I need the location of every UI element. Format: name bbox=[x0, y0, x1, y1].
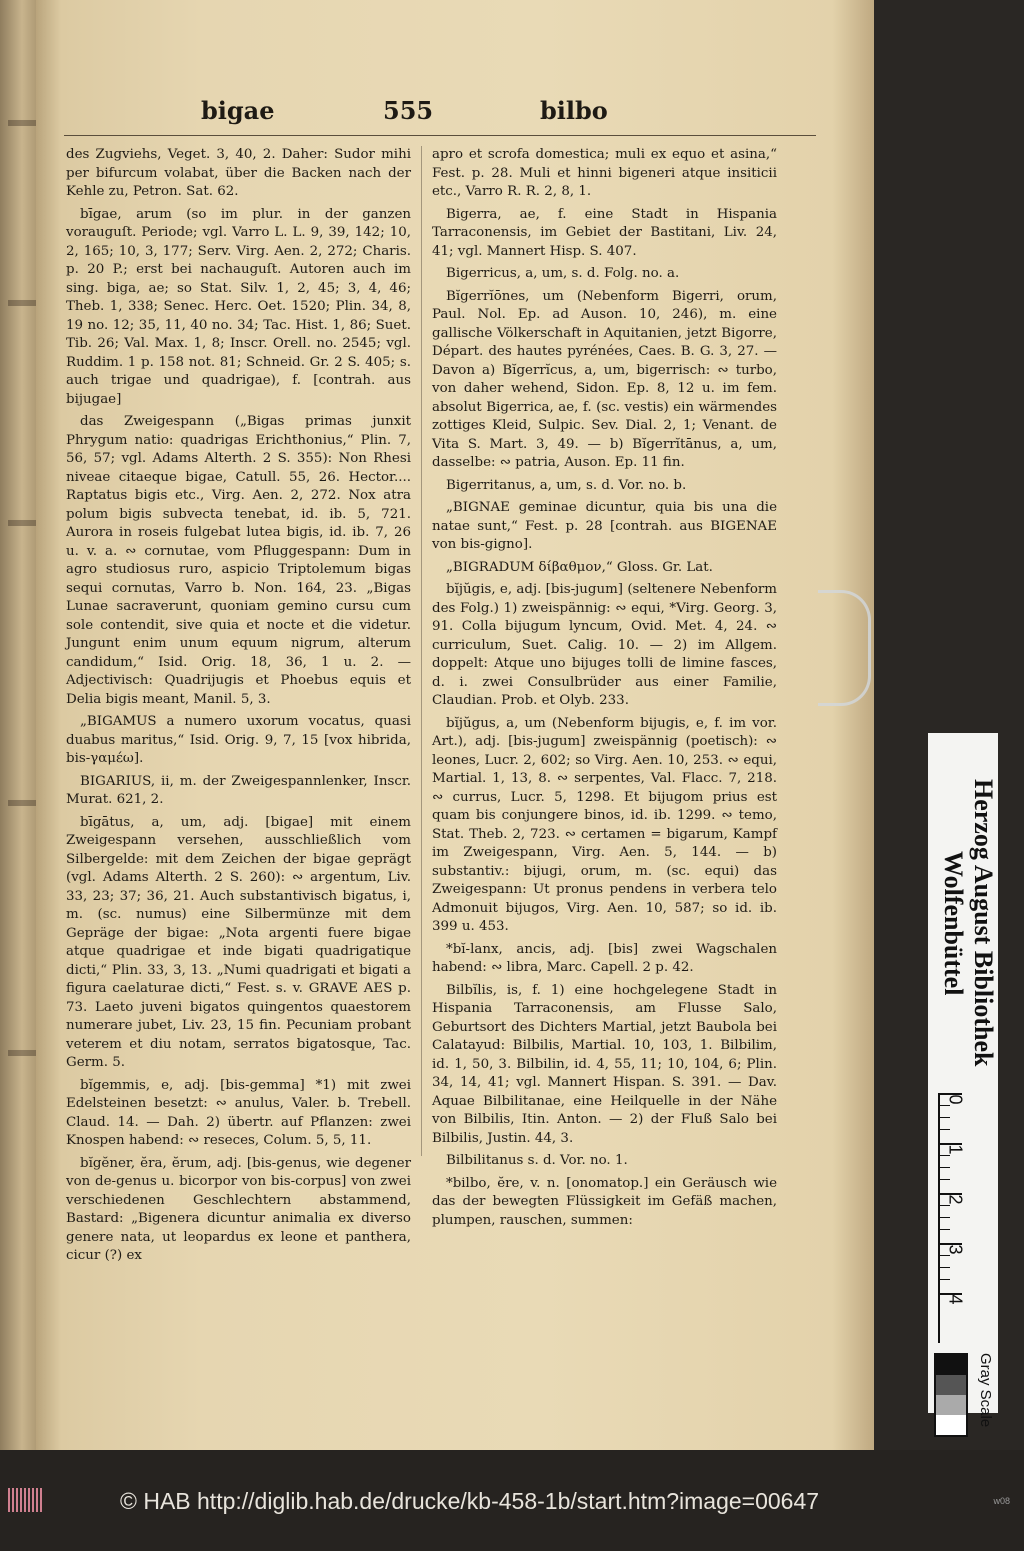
entry-paragraph: bīgae, arum (so im plur. in der ganzen vorauguſt. Periode; vgl. Varro L. L. 9, 39, 142; 10, 2, 165; 10, 3, 177; Serv. Virg. Aen. 2, 272; Charis. p. 20 P.; erst bei nachauguſt. Autoren auch im sing. biga, ae; so Stat. Silv. 1, 2, 45; 3, 4, 46; Theb. 1, 338; Senec. Herc. Oet. 1520; Plin. 34, 8, 19 no. 12; 35, 11, 40 no. 34; Tac. Hist. 1, 86; Suet. Tib. 26; Val. Max. 1, 8; Inscr. Orell. no. 2545; vgl. Ruddim. 1 p. 158 not. 81; Schneid. Gr. 2 S. 405; s. auch trigae und quadrigae), f. [contrah. aus bijugae] bbox=[66, 206, 411, 407]
entry-paragraph: „BIGAMUS a numero uxorum vocatus, quasi duabus maritus,“ Isid. Orig. 9, 7, 15 [vox hibrida, bis-γαμέω]. bbox=[66, 714, 411, 766]
header-rule bbox=[64, 135, 816, 136]
gray-swatch bbox=[936, 1415, 966, 1435]
entry-paragraph: bĭjŭgis, e, adj. [bis-jugum] (seltenere Nebenform des Folg.) 1) zweispännig: ∾ equi, *Virg. Georg. 3, 91. Colla bijugum lyncum, Ovid. Met. 4, 24. ∾ curriculum, Suet. Calig. 10. — 2) im Allgem. doppelt: Atque uno bijuges tolli de limine fasces, d. i. zwei Consulbrüder aus einer Familie, Claudian. Prob. et Olyb. 233. bbox=[432, 582, 777, 708]
entry-paragraph: Bĭgerrĭōnes, um (Nebenform Bigerri, orum, Paul. Nol. Ep. ad Auson. 10, 246), m. eine gallische Völkerschaft in Aquitanien, jetzt Bigorre, Départ. des hautes pyrénées, Caes. B. G. 3, 27. — Davon a) Bĭgerrĭcus, a, um, bigerrisch: ∾ turbo, von daher wehend, Sidon. Ep. 8, 12 u. im fem. absolut Bigerrica, ae, f. (sc. vestis) ein wärmendes zottiges Kleid, Sulpic. Sev. Dial. 2, 1; Venant. de Vita S. Mart. 3, 49. — b) Bĭgerrĭtānus, a, um, dasselbe: ∾ patria, Auson. Ep. 11 fin. bbox=[432, 288, 777, 470]
entry-paragraph: *bĭ-lanx, ancis, adj. [bis] zwei Wagschalen habend: ∾ libra, Marc. Capell. 2 p. 42. bbox=[432, 941, 777, 975]
entry-paragraph: Bigerra, ae, f. eine Stadt in Hispania Tarraconensis, im Gebiet der Bastitani, Liv. 24, 41; vgl. Mannert Hisp. S. 407. bbox=[432, 206, 777, 259]
ruler-number: 2 bbox=[945, 1194, 966, 1205]
entry-paragraph: Bilbĭlis, is, f. 1) eine hochgelegene Stadt in Hispania Tarraconensis, am Flusse Salo, Geburtsort des Dichters Martial, jetzt Baubola bei Calatayud: Bilbilis, Martial. 10, 103, 1. Bilbilim, id. 1, 50, 3. Bilbilin, id. 4, 55, 11; 10, 104, 6; Plin. 34, 14, 41; vgl. Mannert Hispan. S. 391. — Dav. Aquae Bilbilitanae, eine Heilquelle in der Nähe von Bilbilis, Itin. Anton. — 2) der Fluß Salo bei Bilbilis, Justin. 44, 3. bbox=[432, 982, 777, 1146]
ruler-number: 4 bbox=[945, 1294, 966, 1305]
entry-paragraph: Bigerricus, a, um, s. d. Folg. no. a. bbox=[446, 266, 680, 281]
entry-paragraph: bĭgemmis, e, adj. [bis-gemma] *1) mit zwei Edelsteinen besetzt: ∾ anulus, Valer. b. Trebell. Claud. 14. — Dah. 2) übertr. auf Pflanzen: zwei Knospen habend: ∾ reseces, Colum. 5, 5, 11. bbox=[66, 1077, 411, 1148]
entry-paragraph: apro et scrofa domestica; muli ex equo et asina,“ Fest. p. 28. Muli et hinni bigeneri atque insiticii etc., Varro R. R. 2, 8, 1. bbox=[432, 147, 777, 199]
gray-swatch bbox=[936, 1395, 966, 1415]
ruler-number: 1 bbox=[945, 1144, 966, 1155]
entry-paragraph: „BIGNAE geminae dicuntur, quia bis una die natae sunt,“ Fest. p. 28 [contrah. aus BIGENAE von bis-gigno]. bbox=[432, 500, 777, 552]
color-reference-card bbox=[928, 733, 998, 1428]
previous-page-edge bbox=[0, 0, 40, 1450]
right-column bbox=[432, 146, 777, 1234]
barcode-icon bbox=[8, 1488, 44, 1512]
entry-paragraph: bĭjŭgus, a, um (Nebenform bijugis, e, f. im vor. Art.), adj. [bis-jugum] zweispännig (poetisch): ∾ leones, Lucr. 2, 602; so Virg. Aen. 10, 253. ∾ equi, Martial. 1, 13, 8. ∾ serpentes, Val. Flacc. 7, 218. ∾ currus, Lucr. 5, 1298. Et bijugom prius est quam bis conjungere binos, id. ib. 1299. ∾ temo, Stat. Theb. 2, 723. ∾ certamen = bigarum, Kampf im Zweigespann, Virg. Aen. 5, 144. — b) substantiv.: bijugi, orum, m. (sc. equi) das Zweigespann: Ut pronus pendens in verbera telo Admonuit bijugos, Virg. Aen. 10, 587; so id. ib. 399 u. 453. bbox=[432, 715, 777, 934]
ruler-number: 3 bbox=[945, 1244, 966, 1255]
library-name-line1: Herzog August Bibliothek bbox=[969, 779, 998, 1067]
dictionary-page bbox=[36, 0, 874, 1450]
gray-scale-swatches bbox=[934, 1353, 968, 1437]
left-column bbox=[66, 146, 411, 1270]
entry-paragraph: *bilbo, ĕre, v. n. [onomatop.] ein Geräusch wie das der bewegten Flüssigkeit im Gefäß machen, plumpen, rauschen, summen: bbox=[432, 1175, 777, 1228]
footer-small-mark: w08 bbox=[993, 1496, 1010, 1506]
library-name-line2: Wolfenbüttel bbox=[939, 850, 968, 996]
entry-paragraph: Bigerritanus, a, um, s. d. Vor. no. b. bbox=[446, 477, 687, 493]
entry-paragraph: das Zweigespann („Bigas primas junxit Phrygum natio: quadrigas Erichthonius,“ Plin. 7, 56, 57; vgl. Adams Alterth. 2 S. 355): Non Rhesi niveae citaeque bigae, Catull. 55, 26. Hector.... Raptatus bigis etc., Virg. Aen. 2, 272. Nox atra polum bigis subvecta tenebat, id. ib. 5, 721. Aurora in roseis fulgebat lutea bigis, id. ib. 7, 26 u. v. a. ∾ cornutae, vom Pfluggespann: Dum in agro studiosus ruro, aspicio Triptolemum bigas sequi cornutas, Varro b. Non. 164, 23. „Bigas Lunae sacraverunt, quoniam gemino cursu cum sole contendit, sive quia et nocte et die videtur. Jungunt enim unum equum nigrum, alterum candidum,“ Isid. Orig. 18, 36, 1 u. 2. — Adjectivisch: Quadrijugis et Phoebus equis et Delia bigis meant, Manil. 5, 3. bbox=[66, 414, 411, 707]
scale-ruler bbox=[938, 1093, 968, 1343]
entry-paragraph: „BIGRADUM δίβαθμον,“ Gloss. Gr. Lat. bbox=[446, 559, 713, 575]
ruler-number: 0 bbox=[945, 1094, 966, 1105]
entry-paragraph: bīgātus, a, um, adj. [bigae] mit einem Zweigespann versehen, ausschließlich vom Silbergelde: mit dem Zeichen der bigae geprägt (vgl. Adams Alterth. 2 S. 260): ∾ argentum, Liv. 33, 23; 37; 36, 21. Auch substantivisch bigatus, i, m. (sc. numus) eine Silbermünze mit dem Gepräge der bigae: „Nota argenti fuere bigae atque quadrigae et inde bigati quadrigatique dicti,“ Plin. 33, 3, 13. „Numi quadrigati et bigati a figura caelaturae dicti,“ Fest. s. v. GRAVE AES p. 73. Laeto juveni bigatos quingentos quaestorem numerare jubet, Liv. 23, 15 fin. Pecuniam probant veterem et diu notam, serratos bigatosque, Tac. Germ. 5. bbox=[66, 814, 411, 1070]
gray-swatch bbox=[936, 1355, 966, 1375]
entry-paragraph: Bilbilitanus s. d. Vor. no. 1. bbox=[446, 1153, 628, 1168]
column-divider bbox=[421, 146, 422, 1156]
page-header bbox=[36, 96, 874, 130]
footer-bar bbox=[0, 1450, 1024, 1551]
page-number: 555 bbox=[383, 96, 434, 125]
gray-scale-label: Gray Scale bbox=[977, 1353, 994, 1428]
header-right-word: bilbo bbox=[540, 96, 608, 125]
entry-paragraph: bĭgĕner, ĕra, ĕrum, adj. [bis-genus, wie degener von de-genus u. bicorpor von bis-corpus] von zwei verschiedenen Geschlechtern abstammend, Bastard: „Bigenera dicuntur animalia ex diverso genere nata, ut leopardus ex leone et panthera, cicur (?) ex bbox=[66, 1155, 411, 1263]
entry-paragraph: des Zugviehs, Veget. 3, 40, 2. Daher: Sudor mihi per bifurcum volabat, über die Backen nach der Kehle zu, Petron. Sat. 62. bbox=[66, 147, 411, 199]
entry-paragraph: BIGARIUS, ii, m. der Zweigespannlenker, Inscr. Murat. 621, 2. bbox=[66, 773, 411, 807]
page-clip bbox=[818, 590, 871, 706]
library-name bbox=[928, 743, 998, 1103]
header-left-word: bigae bbox=[201, 96, 275, 125]
copyright-credit: © HAB http://diglib.hab.de/drucke/kb-458-1b/start.htm?image=00647 bbox=[120, 1488, 820, 1514]
gray-swatch bbox=[936, 1375, 966, 1395]
